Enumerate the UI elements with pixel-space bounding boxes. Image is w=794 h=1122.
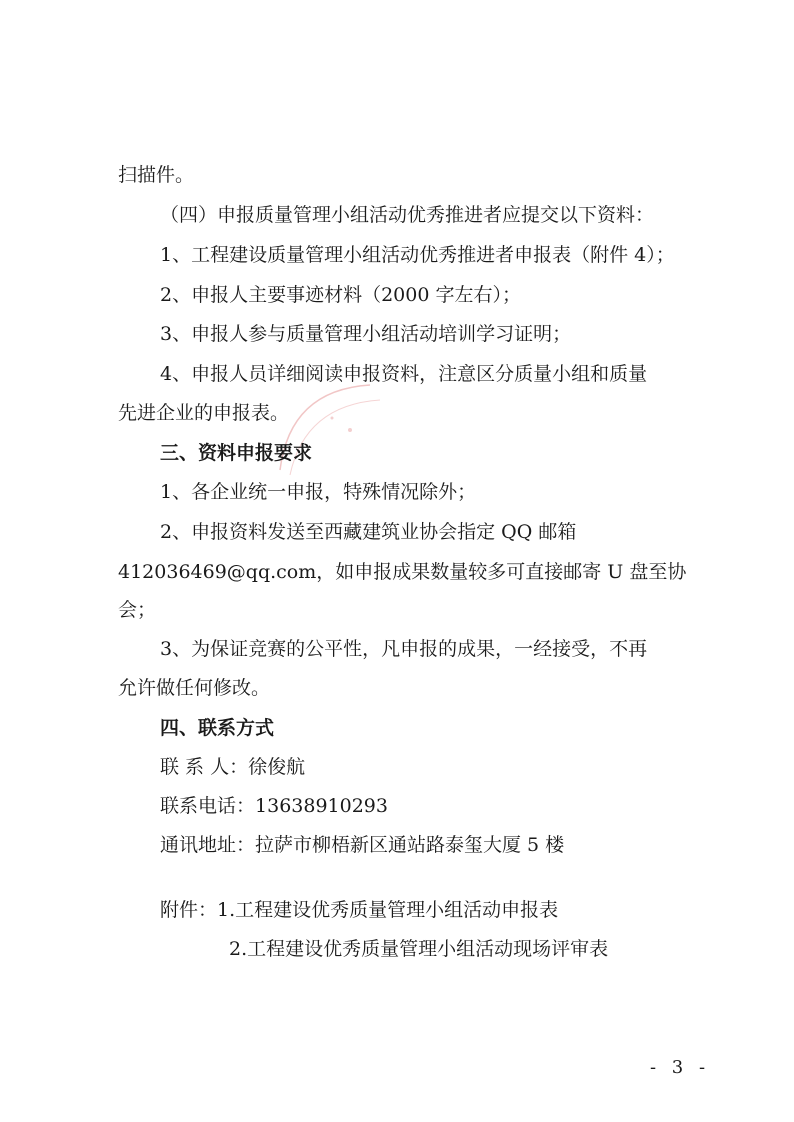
requirement-item-3-continued: 允许做任何修改。 — [118, 677, 271, 699]
contact-phone-value: 13638910293 — [255, 795, 388, 817]
text-line-1: 扫描件。 — [118, 164, 195, 186]
attachment-item-2: 2.工程建设优秀质量管理小组活动现场评审表 — [229, 938, 609, 960]
list-item-3: 3、申报人参与质量管理小组活动培训学习证明； — [160, 323, 572, 345]
section-heading-3: 三、资料申报要求 — [160, 442, 313, 464]
page-number: - 3 - — [650, 1057, 711, 1078]
requirement-item-3: 3、为保证竞赛的公平性，凡申报的成果，一经接受，不再 — [160, 638, 648, 660]
section-4-intro: （四）申报质量管理小组活动优秀推进者应提交以下资料： — [160, 204, 655, 226]
section-heading-4: 四、联系方式 — [160, 717, 275, 739]
contact-address-value: 拉萨市柳梧新区通站路泰玺大厦 5 楼 — [255, 834, 565, 856]
contact-person-value: 徐俊航 — [248, 756, 306, 778]
contact-phone-label: 联系电话： — [160, 795, 256, 817]
contact-phone — [160, 794, 388, 818]
list-item-2: 2、申报人主要事迹材料（2000 字左右）； — [160, 284, 521, 306]
requirement-item-2-end: 会； — [118, 599, 157, 621]
list-item-4-continued: 先进企业的申报表。 — [118, 402, 290, 424]
contact-person — [160, 755, 305, 779]
attachments-label: 附件： — [160, 899, 218, 921]
attachments-line-1 — [160, 898, 558, 922]
requirement-item-1: 1、各企业统一申报，特殊情况除外； — [160, 481, 477, 503]
attachment-item-1: 1.工程建设优秀质量管理小组活动申报表 — [217, 899, 559, 921]
contact-address-label: 通讯地址： — [160, 834, 256, 856]
list-item-4: 4、申报人员详细阅读申报资料，注意区分质量小组和质量 — [160, 363, 648, 385]
list-item-1: 1、工程建设质量管理小组活动优秀推进者申报表（附件 4）； — [160, 244, 675, 266]
requirement-item-2-continued: 412036469@qq.com，如申报成果数量较多可直接邮寄 U 盘至协 — [118, 561, 687, 583]
contact-address — [160, 833, 564, 857]
contact-person-label: 联 系 人： — [160, 756, 249, 778]
requirement-item-2: 2、申报资料发送至西藏建筑业协会指定 QQ 邮箱 — [160, 521, 577, 543]
